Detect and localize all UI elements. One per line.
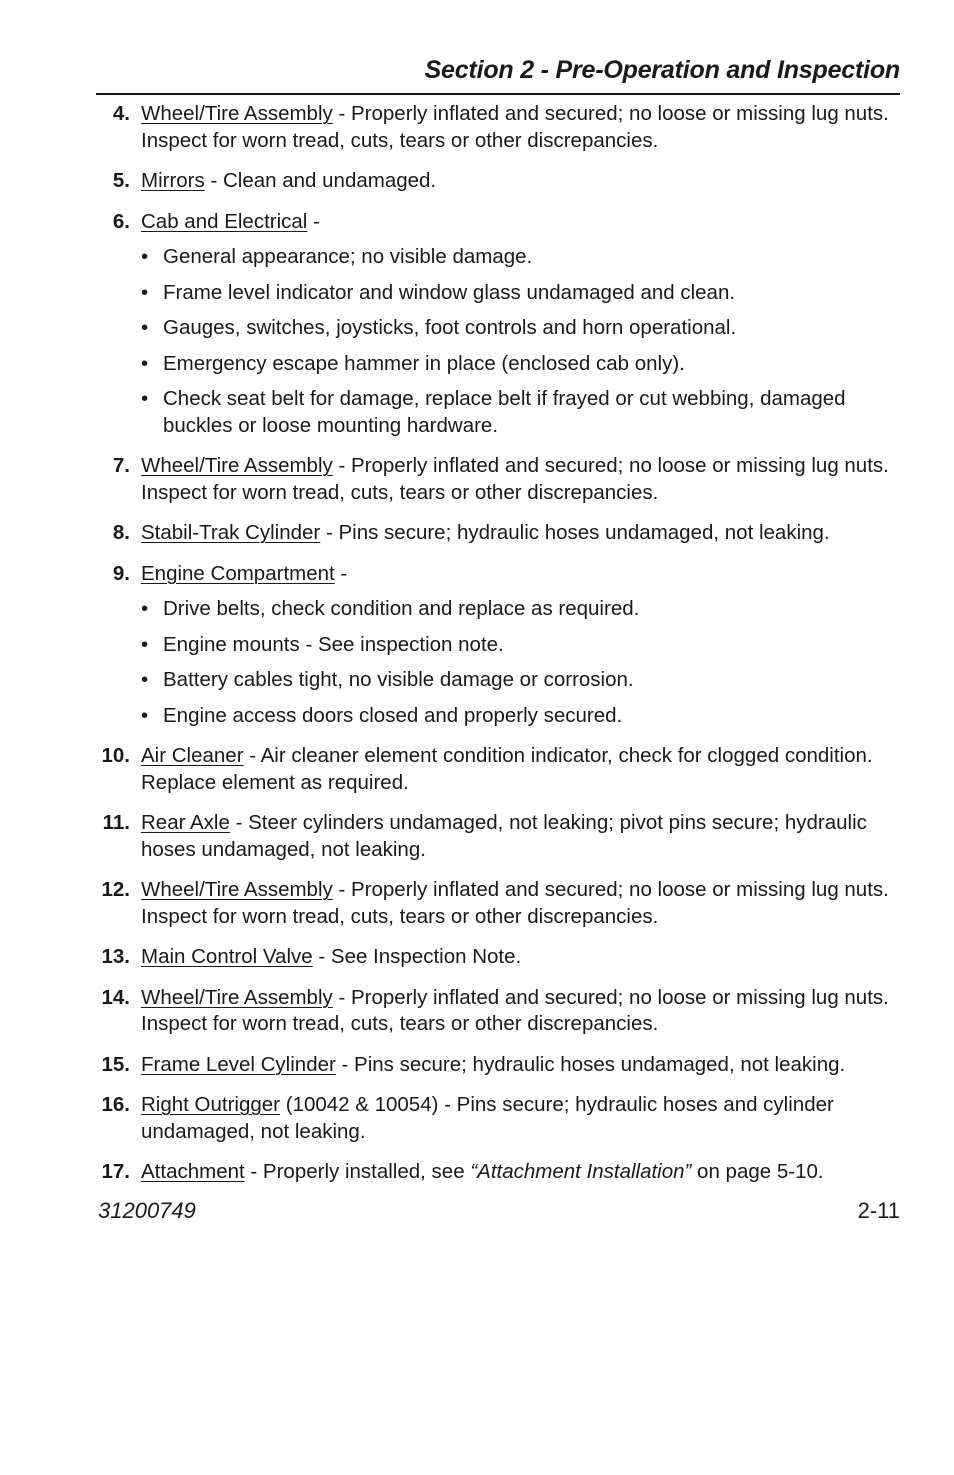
list-item [96, 877, 904, 930]
bullet-icon: • [141, 668, 149, 691]
item-label: Air Cleaner [141, 744, 244, 767]
list-item [96, 1092, 904, 1145]
bullet-item [141, 703, 904, 730]
list-item [96, 985, 904, 1038]
item-text: - Properly inflated and secured; no loose or missing lug nuts. Inspect for worn tread, cuts, tears or other discrepancies. [141, 102, 889, 152]
section-title: Section 2 - Pre-Operation and Inspection [424, 56, 900, 84]
item-number: 12. [101, 878, 130, 901]
list-item [96, 168, 904, 195]
item-text: - Properly installed, see [244, 1160, 471, 1183]
item-label: Engine Compartment [141, 561, 335, 585]
bullet-item [141, 315, 904, 342]
item-text: - Pins secure; hydraulic hoses undamaged, not leaking. [320, 521, 830, 544]
bullet-item [141, 667, 904, 694]
item-label: Rear Axle [141, 811, 230, 834]
item-label: Wheel/Tire Assembly [141, 878, 333, 901]
item-text: - Air cleaner element condition indicator, check for clogged condition. Replace element as required. [141, 744, 873, 794]
item-text: - Properly inflated and secured; no loose or missing lug nuts. Inspect for worn tread, cuts, tears or other discrepancies. [141, 454, 889, 504]
list-item [96, 520, 904, 547]
item-number: 13. [101, 945, 130, 968]
bullet-item [141, 632, 904, 659]
item-label: Wheel/Tire Assembly [141, 454, 333, 477]
bullet-text: Engine mounts - See inspection note. [163, 632, 504, 656]
bullet-text: Battery cables tight, no visible damage or corrosion. [163, 668, 634, 691]
item-text: (10042 & 10054) - Pins secure; hydraulic hoses and cylinder undamaged, not leaking. [141, 1093, 834, 1143]
item-number: 16. [101, 1093, 130, 1116]
item-label: Cab and Electrical [141, 209, 308, 233]
bullet-icon: • [141, 316, 149, 339]
item-number: 15. [101, 1052, 130, 1076]
item-label: Right Outrigger [141, 1093, 281, 1116]
list-item [96, 453, 904, 506]
list-item [96, 209, 904, 440]
item-text: - [334, 561, 348, 585]
item-label: Wheel/Tire Assembly [141, 102, 333, 125]
item-text: - Pins secure; hydraulic hoses undamaged, not leaking. [335, 1052, 846, 1076]
bullet-item [141, 280, 904, 307]
item-label: Main Control Valve [141, 945, 313, 968]
bullet-text: General appearance; no visible damage. [163, 245, 533, 268]
item-number: 8. [112, 521, 130, 544]
item-number: 9. [112, 561, 130, 585]
bullet-item [141, 386, 904, 439]
bullet-icon: • [141, 245, 149, 268]
bullet-text: Check seat belt for damage, replace belt if frayed or cut webbing, damaged buckles or loose mounting hardware. [163, 387, 846, 437]
list-item [96, 810, 904, 863]
bullet-icon: • [141, 703, 149, 727]
list-item [96, 101, 904, 154]
item-text: - See Inspection Note. [312, 945, 522, 968]
list-item [96, 944, 904, 971]
bullet-text: Emergency escape hammer in place (enclosed cab only). [163, 351, 685, 375]
bullet-icon: • [141, 632, 149, 656]
page-number: 2-11 [857, 1198, 900, 1223]
item-text: - [307, 209, 320, 233]
item-number: 17. [101, 1160, 130, 1183]
item-label: Mirrors [141, 169, 205, 192]
bullet-icon: • [141, 351, 149, 375]
item-label: Attachment [141, 1160, 245, 1183]
list-item [96, 743, 904, 796]
bullet-item [141, 351, 904, 378]
item-text: - Properly inflated and secured; no loose or missing lug nuts. Inspect for worn tread, cuts, tears or other discrepancies. [141, 985, 889, 1035]
bullet-text: Drive belts, check condition and replace as required. [163, 597, 640, 620]
item-number: 7. [112, 454, 130, 477]
bullet-text: Gauges, switches, joysticks, foot controls and horn operational. [163, 316, 737, 339]
bullet-item [141, 244, 904, 271]
item-label: Wheel/Tire Assembly [141, 985, 333, 1009]
item-number: 11. [102, 811, 130, 834]
item-text: - Properly inflated and secured; no loose or missing lug nuts. Inspect for worn tread, cuts, tears or other discrepancies. [141, 878, 889, 928]
list-item [96, 1159, 904, 1186]
item-text-tail: on page 5-10. [691, 1160, 824, 1183]
bullet-icon: • [141, 280, 149, 304]
item-number: 5. [112, 169, 130, 192]
item-text: - Clean and undamaged. [204, 169, 437, 192]
item-label: Frame Level Cylinder [141, 1052, 336, 1076]
item-text: - Steer cylinders undamaged, not leaking; pivot pins secure; hydraulic hoses undamaged, not leaking. [141, 811, 867, 861]
header-divider [96, 93, 900, 95]
inspection-list [96, 101, 904, 1200]
bullet-text: Engine access doors closed and properly secured. [163, 703, 623, 727]
bullet-icon: • [141, 387, 149, 410]
item-label: Stabil-Trak Cylinder [141, 521, 321, 544]
item-number: 4. [112, 102, 130, 125]
cross-reference: “Attachment Installation” [470, 1160, 692, 1183]
bullet-item [141, 596, 904, 623]
item-number: 6. [112, 209, 130, 233]
bullet-list [141, 244, 904, 439]
bullet-text: Frame level indicator and window glass undamaged and clean. [163, 280, 736, 304]
list-item [96, 561, 904, 730]
document-number: 31200749 [98, 1198, 196, 1223]
bullet-list [141, 596, 904, 729]
item-number: 14. [101, 985, 130, 1009]
list-item [96, 1052, 904, 1079]
bullet-icon: • [141, 597, 149, 620]
item-number: 10. [101, 744, 130, 767]
